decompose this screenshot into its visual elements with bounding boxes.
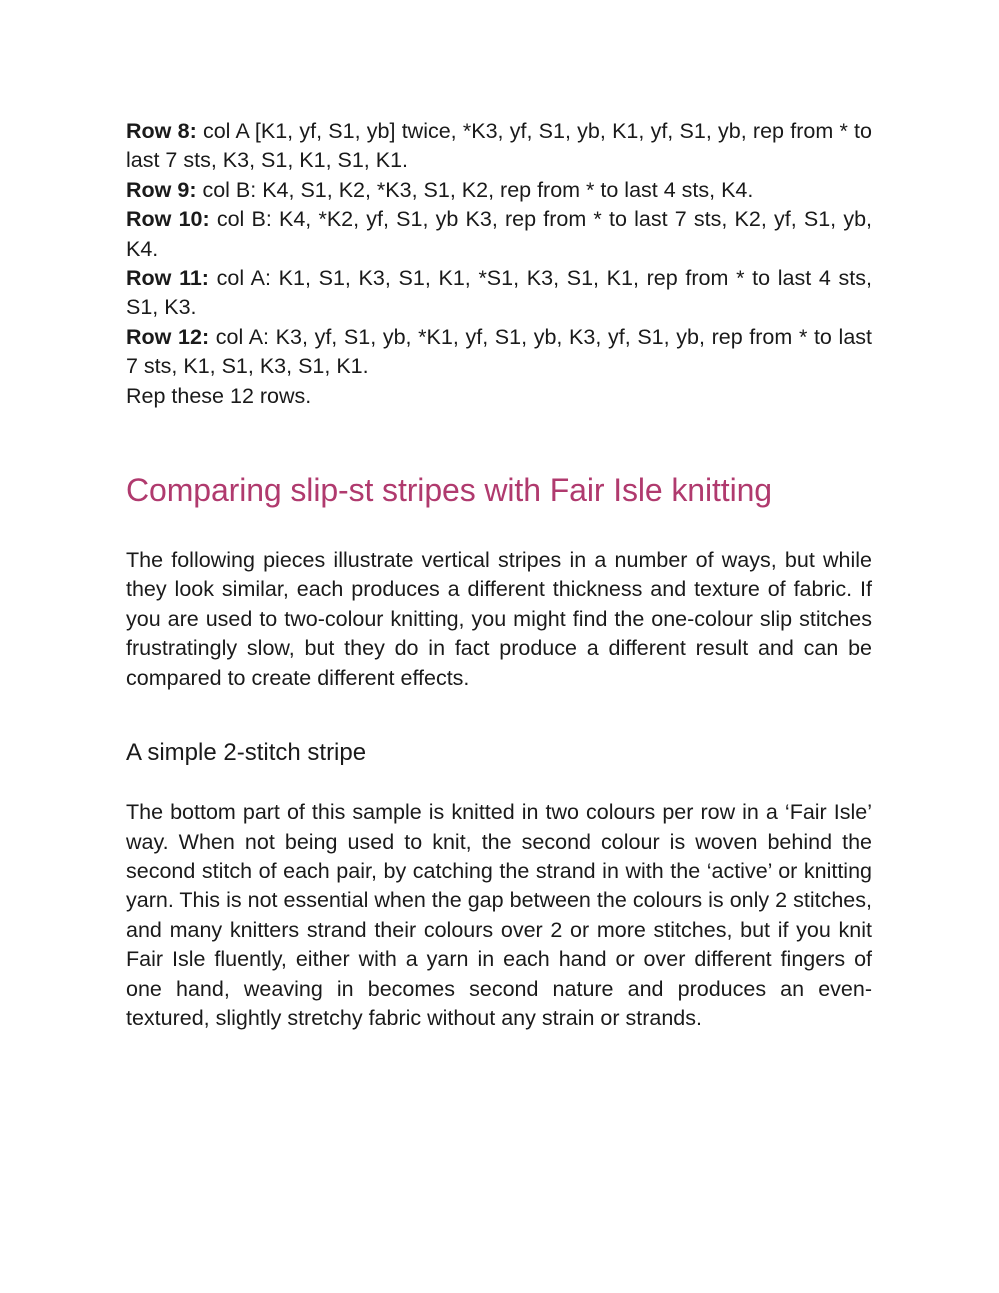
- row-label: Row 9:: [126, 177, 197, 202]
- pattern-row-11: [126, 264, 872, 323]
- row-instructions: col A: K3, yf, S1, yb, *K1, yf, S1, yb, K3, yf, S1, yb, rep from * to last 7 sts, K1, S1, K3, S1, K1.: [126, 324, 872, 379]
- intro-paragraph: The following pieces illustrate vertical stripes in a number of ways, but while they look similar, each produces a different thickness and texture of fabric. If you are used to two-colour knitting, you might find the one-colour slip stitches frustratingly slow, but they do in fact produce a different result and can be compared to create different effects.: [126, 548, 872, 690]
- row-label: Row 11:: [126, 266, 209, 291]
- row-label: Row 8:: [126, 119, 197, 143]
- row-label: Row 10:: [126, 207, 210, 232]
- body-paragraph: The bottom part of this sample is knitted in two colours per row in a ‘Fair Isle’ way. When not being used to knit, the second colour is woven behind the second stitch of each pair, by catching the strand in with the ‘active’ or knitting yarn. This is not essential when the gap between the colours is only 2 stitches, and many knitters strand their colours over 2 or more stitches, but if you knit Fair Isle fluently, either with a yarn in each hand or over different fingers of one hand, weaving in becomes second nature and produces an even-textured, slightly stretchy fabric without any strain or strands.: [126, 800, 872, 1030]
- pattern-rows: [126, 117, 872, 411]
- sub-heading: A simple 2-stitch stripe: [126, 739, 367, 767]
- document-page: [126, 117, 872, 1033]
- row-instructions: col B: K4, *K2, yf, S1, yb K3, rep from * to last 7 sts, K2, yf, S1, yb, K4.: [126, 207, 872, 261]
- pattern-row-10: [126, 205, 872, 264]
- row-label: Row 12:: [126, 324, 210, 349]
- row-instructions: col B: K4, S1, K2, *K3, S1, K2, rep from * to last 4 sts, K4.: [196, 177, 754, 202]
- pattern-row-8: [126, 117, 872, 176]
- pattern-row-12: [126, 323, 872, 382]
- row-instructions: col A: K1, S1, K3, S1, K1, *S1, K3, S1, K1, rep from * to last 4 sts, S1, K3.: [126, 266, 873, 320]
- repeat-note: Rep these 12 rows.: [126, 383, 312, 408]
- section-heading: Comparing slip-st stripes with Fair Isle knitting: [126, 472, 772, 509]
- row-instructions: col A [K1, yf, S1, yb] twice, *K3, yf, S1, yb, K1, yf, S1, yb, rep from * to last 7 sts, K3, S1, K1, S1, K1.: [126, 119, 872, 173]
- pattern-row-9: [126, 176, 872, 205]
